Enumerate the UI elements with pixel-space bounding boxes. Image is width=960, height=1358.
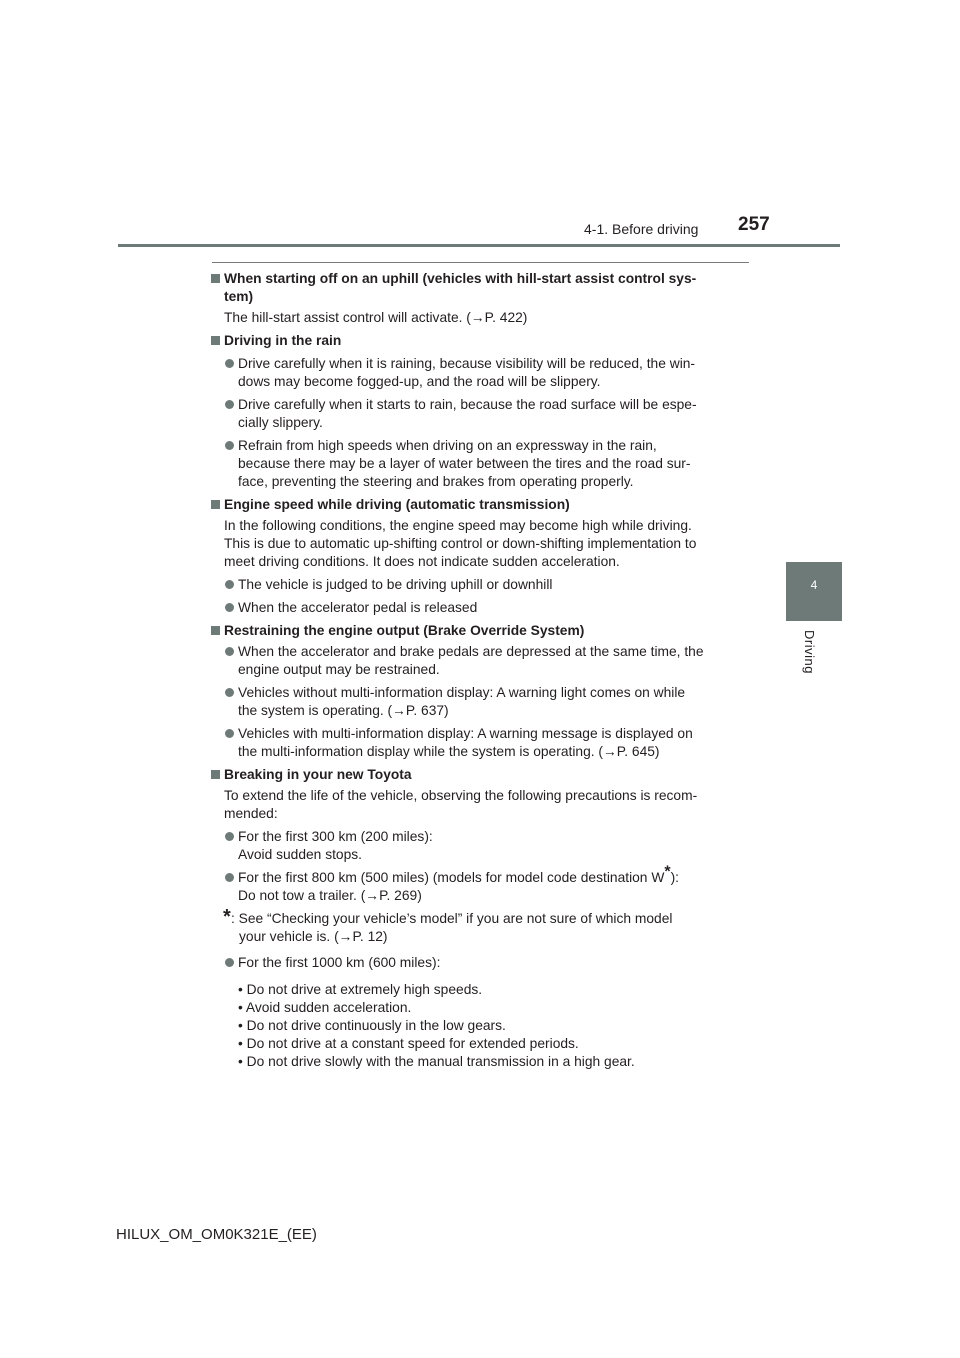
list-item: For the first 1000 km (600 miles):	[210, 954, 750, 972]
sub-list-item: • Do not drive at a constant speed for extended periods.	[238, 1036, 579, 1051]
round-bullet-icon	[225, 647, 234, 656]
list-item: For the first 300 km (200 miles): Avoid sudden stops.	[210, 828, 750, 864]
section-title: Breaking in your new Toyota	[210, 766, 750, 784]
sub-list	[210, 981, 750, 1071]
list-item: When the accelerator pedal is released	[210, 599, 750, 617]
list-item: Drive carefully when it starts to rain, because the road surface will be espe- cially slippery.	[210, 396, 750, 432]
sub-list-item: • Do not drive at extremely high speeds.	[238, 982, 483, 997]
list-item: Refrain from high speeds when driving on an expressway in the rain, because there may be a layer of water between the tires and the road sur- face, preventing the steering and brakes from operating properly.	[210, 437, 750, 491]
section-rain	[210, 332, 750, 491]
list-item: Vehicles without multi-information display: A warning light comes on while the system is operating. (→P. 637)	[210, 684, 750, 720]
round-bullet-icon	[225, 958, 234, 967]
round-bullet-icon	[225, 729, 234, 738]
round-bullet-icon	[225, 580, 234, 589]
list-item: Drive carefully when it is raining, because visibility will be reduced, the win- dows may become fogged-up, and the road will be slippery.	[210, 355, 750, 391]
chapter-number: 4	[810, 578, 818, 592]
round-bullet-icon	[225, 873, 234, 882]
round-bullet-icon	[225, 603, 234, 612]
square-bullet-icon	[211, 274, 220, 283]
square-bullet-icon	[211, 500, 220, 509]
paragraph: To extend the life of the vehicle, observing the following precautions is recom- mended:	[224, 788, 698, 821]
list-item: The vehicle is judged to be driving uphill or downhill	[210, 576, 750, 594]
square-bullet-icon	[211, 336, 220, 345]
list-item: Vehicles with multi-information display: A warning message is displayed on the multi-information display while the system is operating. (→P. 645)	[210, 725, 750, 761]
page-number: 257	[738, 214, 770, 235]
round-bullet-icon	[225, 441, 234, 450]
paragraph: The hill-start assist control will activate. (→P. 422)	[224, 310, 528, 325]
asterisk-mark: *	[223, 906, 231, 928]
list-item: When the accelerator and brake pedals are depressed at the same time, the engine output may be restrained.	[210, 643, 750, 679]
section-uphill	[210, 270, 750, 327]
section-title: Restraining the engine output (Brake Override System)	[210, 622, 750, 640]
footnote: * : See “Checking your vehicle’s model” if you are not sure of which model your vehicle is. (→P. 12)	[223, 906, 673, 944]
square-bullet-icon	[211, 770, 220, 779]
paragraph: In the following conditions, the engine speed may become high while driving. This is due to automatic up-shifting control or down-shifting implementation to meet driving conditions. It does not indicate sudden acceleration.	[224, 518, 697, 569]
section-breaking-in	[210, 766, 750, 1071]
section-label: 4-1. Before driving	[584, 221, 699, 237]
round-bullet-icon	[225, 832, 234, 841]
round-bullet-icon	[225, 688, 234, 697]
section-brake-override	[210, 622, 750, 761]
section-engine-speed	[210, 496, 750, 617]
section-title: When starting off on an uphill (vehicles with hill-start assist control sys- tem)	[210, 270, 750, 306]
sub-list-item: • Do not drive slowly with the manual transmission in a high gear.	[238, 1054, 635, 1069]
sub-list-item: • Do not drive continuously in the low gears.	[238, 1018, 506, 1033]
sub-list-item: • Avoid sudden acceleration.	[238, 1000, 412, 1015]
section-title: Driving in the rain	[210, 332, 750, 350]
header-rule	[118, 244, 840, 247]
round-bullet-icon	[225, 359, 234, 368]
section-title: Engine speed while driving (automatic transmission)	[210, 496, 750, 514]
content-rule	[212, 262, 749, 263]
round-bullet-icon	[225, 400, 234, 409]
chapter-label: Driving	[802, 630, 817, 674]
page-content	[210, 265, 750, 1071]
asterisk-mark: *	[664, 863, 671, 881]
document-code: HILUX_OM_OM0K321E_(EE)	[116, 1226, 317, 1243]
square-bullet-icon	[211, 626, 220, 635]
list-item: For the first 800 km (500 miles) (models for model code destination W*): Do not tow a trailer. (→P. 269)	[210, 869, 750, 905]
